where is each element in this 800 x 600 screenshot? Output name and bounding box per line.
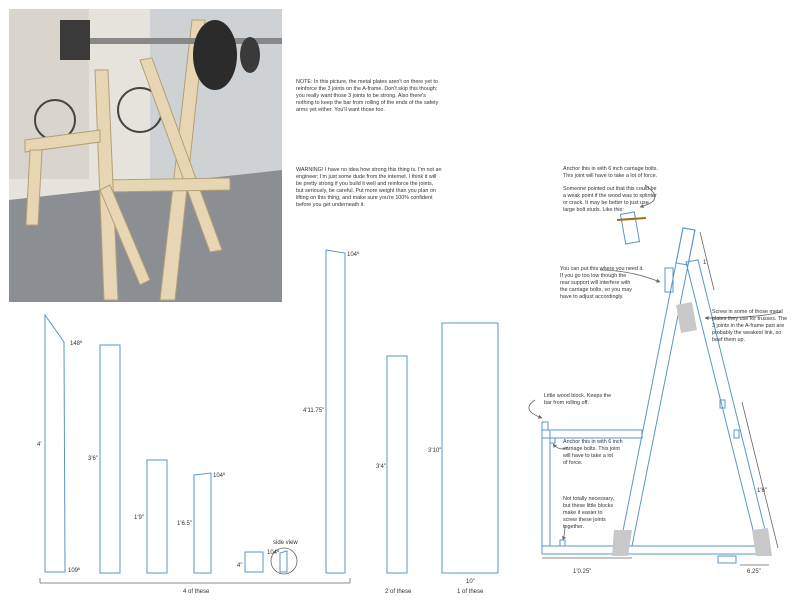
note-line: beef them up. <box>712 337 745 343</box>
note-line: Not totally necessary, <box>563 496 615 502</box>
dim-base-left: 1'0.25" <box>573 569 592 575</box>
board-4-length: 1'6.5" <box>177 521 192 527</box>
note-line: a weak point if the wood was to splinter <box>563 193 657 199</box>
dim-top: 1' <box>703 260 708 266</box>
note-truss-plates <box>712 309 787 343</box>
note-line: Anchor this in with 6 inch carriage bolts. <box>563 166 658 172</box>
wood-block <box>542 422 548 430</box>
dim-side: 1'6" <box>757 488 767 494</box>
note-line: have to adjust accordingly. <box>560 294 624 300</box>
note-warning <box>296 167 442 208</box>
note-line: rear support will interfere with <box>560 280 631 286</box>
board-5 <box>237 540 298 574</box>
base-board <box>542 546 769 554</box>
board-8-width: 10" <box>466 579 475 585</box>
board-4-angle: 104º <box>213 473 226 479</box>
note-line: screw these joints <box>563 517 606 523</box>
note-anchor-mid <box>562 439 623 466</box>
note-small-blocks <box>563 496 615 530</box>
note-line: arms yet either. You'll want those too. <box>296 107 385 113</box>
board-1-length: 4' <box>37 442 42 448</box>
note-line: make it easier to <box>563 510 603 516</box>
a-frame-rear-leg <box>686 260 769 546</box>
board-5-length: 4" <box>237 563 243 569</box>
quantity-group-1 <box>40 578 350 595</box>
board-6-angle: 104º <box>347 252 360 258</box>
note-line: of force. <box>563 460 583 466</box>
quantity-label: 2 of these <box>385 589 412 595</box>
front-post <box>542 430 550 546</box>
note-line: Someone pointed out that this could be <box>563 186 657 192</box>
note-line: bar from rolling off. <box>544 400 589 406</box>
quantity-label: 1 of these <box>457 589 484 595</box>
a-frame-front-leg <box>620 228 695 546</box>
note-line: together. <box>563 524 584 530</box>
a-frame-top <box>676 228 695 265</box>
note-splinter <box>563 186 657 213</box>
note-line: lifting on this thing, and make sure you're 100% confident <box>296 195 433 201</box>
truss-plate <box>612 530 632 556</box>
side-view-angle: 104º <box>267 550 280 556</box>
small-block <box>560 540 565 546</box>
side-view-label: side view <box>273 540 298 546</box>
note-line: reinforce the 3 joints on the A-frame. Don't skip this though; <box>296 86 438 92</box>
truss-plate <box>676 302 697 333</box>
note-line: Screw in some of those metal <box>712 309 783 315</box>
note-line: You can put this where you need it. <box>560 266 644 272</box>
board-2-length: 3'6" <box>88 456 98 462</box>
note-line: but these little blocks <box>563 503 614 509</box>
board-7 <box>376 356 407 573</box>
board-4 <box>177 472 226 573</box>
note-line: but seriously, be careful. Put more weight than you plan on <box>296 188 436 194</box>
note-line: plates they use for trusses. The <box>712 316 788 322</box>
note-photo <box>296 79 439 113</box>
note-line: Little wood block. Keeps the <box>544 393 612 399</box>
bar-hook <box>665 268 673 292</box>
board-8 <box>428 323 498 585</box>
note-line: carriage bolts. This joint <box>563 446 620 452</box>
quantity-group-2 <box>385 589 412 595</box>
note-line: large bolt studs. Like this: <box>563 207 624 213</box>
note-line: WARNING! I have no idea how strong this thing is. I'm not an <box>296 167 442 173</box>
note-line: be pretty strong if you build it well and reinforce the joints, <box>296 181 434 187</box>
board-6-length: 4'11.75" <box>303 408 325 414</box>
bolt-stud-board <box>621 212 640 244</box>
board-1 <box>37 315 83 574</box>
note-line: If you go too low though the <box>560 273 627 279</box>
note-line: will have to take a lot <box>563 453 614 459</box>
quantity-label: 4 of these <box>183 589 210 595</box>
note-line: the carriage bolts, so you may <box>560 287 632 293</box>
board-7-length: 3'4" <box>376 464 386 470</box>
note-line: This joint will have to take a lot of force. <box>563 173 658 179</box>
note-wood-block <box>544 393 611 406</box>
note-line: Anchor this in with 6 inch <box>563 439 623 445</box>
note-position <box>560 266 644 300</box>
note-line: 3 joints in the A-frame part are <box>712 323 785 329</box>
note-line: nothing to keep the bar from rolling of the ends of the safety <box>296 100 439 106</box>
small-block <box>550 438 555 443</box>
note-line: engineer; I'm just some dude from the internet. I think it will <box>296 174 437 180</box>
quantity-group-3 <box>457 589 484 595</box>
truss-plate <box>752 528 772 556</box>
dim-base-right: 6.25" <box>747 569 761 575</box>
board-6 <box>303 250 360 573</box>
board-2 <box>88 345 120 573</box>
squat-rack-photo <box>9 9 282 302</box>
note-line: probably the weakest link, so <box>712 330 782 336</box>
note-line: you really want those 3 joints to be strong. Also there's <box>296 93 426 99</box>
board-3 <box>134 460 167 573</box>
safety-arm <box>542 430 642 438</box>
board-8-length: 3'10" <box>428 448 442 454</box>
board-1-top-angle: 148º <box>70 341 83 347</box>
note-line: NOTE: In this picture, the metal plates aren't on there yet to <box>296 79 438 85</box>
note-line: or crack. It may be better to just use <box>563 200 649 206</box>
board-3-length: 1'9" <box>134 515 144 521</box>
note-anchor-top <box>563 166 658 179</box>
note-line: before you get underneath it. <box>296 202 365 208</box>
board-1-bottom-angle: 109º <box>68 568 81 574</box>
